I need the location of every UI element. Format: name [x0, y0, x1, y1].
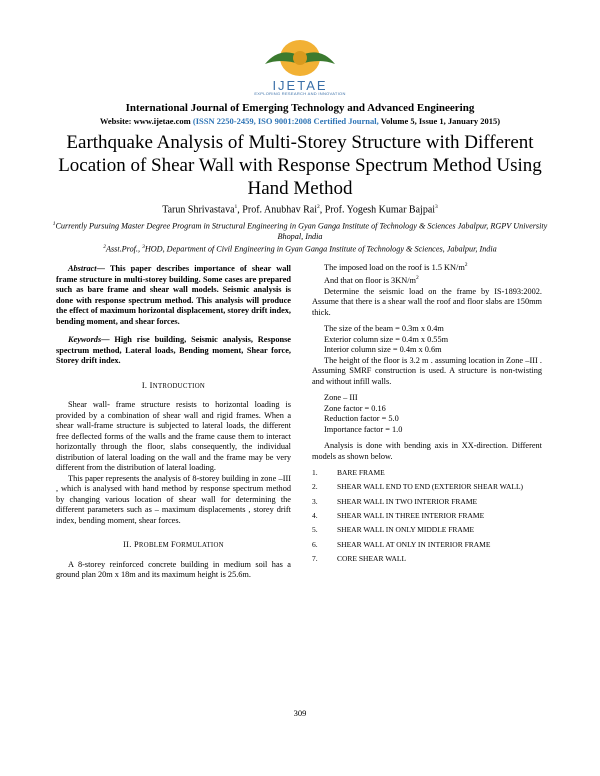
- website-prefix: Website: www.ijetae.com: [99, 116, 193, 126]
- section-heading-introduction: I. INTRODUCTION: [141, 380, 206, 390]
- author-1: Tarun Shrivastava: [162, 204, 235, 216]
- zone-text: Zone – III: [324, 393, 358, 403]
- affiliation-1: $^1$Currently Pursuing Master Degree Program in Structural Engineering in Gyan Ganga Institute of Technology & Sciences Jabalpur, RGPV University Bhopal, India: [52, 221, 548, 242]
- reduction-factor: Reduction factor = 5.0: [324, 414, 399, 424]
- interior-column-size: Interior column size = 0.4m x 0.6m: [324, 345, 442, 355]
- beam-size: The size of the beam = 0.3m x 0.4m: [324, 324, 444, 334]
- left-column: [56, 264, 291, 581]
- intro-paragraph-2: This paper represents the analysis of 8-storey building in zone –III , which is analysed with hand method by response spectrum method by changing various location of shear wall for determining the different parameters such as – maximum displacements , storey drift index, bending moment, shear forces.: [56, 473, 291, 525]
- models-list: [312, 468, 542, 564]
- journal-website-line: [0, 116, 600, 126]
- importance-factor: Importance factor = 1.0: [324, 424, 403, 434]
- floor-height-paragraph: The height of the floor is 3.2 m . assuming location in Zone –III . Assuming SMRF construction is used. A structure is non-twisting and without infill walls.: [312, 355, 542, 386]
- author-2: , Prof. Anubhav Rai: [237, 204, 318, 216]
- intro-paragraph-1: Shear wall- frame structure resists to horizontal loading is provided by a combination of shear wall and rigid frames. When a shear wall-frame structure is subjected to lateral loads, the different free deflected forms of the walls and the frame cause them to interact horizontally through the floor, slabs consequently, the individual distribution of lateral loading on the wall and the frame may be very different from the distribution of lateral loading.: [56, 400, 291, 472]
- floor-load-text: And that on floor is $3KN/m^2$: [324, 275, 419, 286]
- zone-factor: Zone factor = 0.16: [324, 403, 386, 413]
- logo-tagline: EXPLORING RESEARCH AND INNOVATION: [254, 91, 346, 96]
- abstract: Abstract— This paper describes importance of shear wall frame structure in multi-storey building. Some cases are prepared such as bare frame and shear wall models. Seismic analysis is done with response spectrum method. This analysis will produce the effect of maximum horizontal displacement, storey drift index, bending moment, and shear forces.: [56, 264, 291, 326]
- author-list: Tarun Shrivastava$^1$, Prof. Anubhav Rai$^2$, Prof. Yogesh Kumar Bajpai$^3$: [162, 204, 438, 216]
- section-heading-problem: II. PROBLEM FORMULATION: [123, 540, 224, 549]
- author-3: , Prof. Yogesh Kumar Bajpai: [319, 204, 436, 216]
- list-item: 7. CORE SHEAR WALL: [312, 553, 407, 563]
- list-item: 4. SHEAR WALL IN THREE INTERIOR FRAME: [312, 510, 485, 520]
- logo-text: IJETAE: [272, 78, 328, 93]
- paper-title: Earthquake Analysis of Multi-Storey Structure with Different Location of Shear Wall with Response Spectrum Method Using Hand Method: [58, 132, 542, 199]
- volume-text: Volume 5, Issue 1, January 2015): [378, 116, 501, 126]
- seismic-paragraph: Determine the seismic load on the frame by IS-1893:2002. Assume that there is a shear wall the roof and floor slabs are 150mm thick.: [312, 286, 542, 317]
- problem-paragraph: A 8-storey reinforced concrete building in medium soil has a ground plan 20m x 18m and its maximum height is 25.6m.: [56, 559, 291, 579]
- list-item: 5. SHEAR WALL IN ONLY MIDDLE FRAME: [312, 525, 475, 535]
- keywords: Keywords— High rise building, Seismic analysis, Response spectrum method, Lateral loads, Bending moment, Shear force, Storey drift index.: [56, 335, 291, 365]
- list-item: 1. BARE FRAME: [312, 468, 385, 478]
- issn-text: (ISSN 2250-2459, ISO 9001:2008 Certified Journal,: [192, 116, 379, 126]
- exterior-column-size: Exterior column size = 0.4m x 0.55m: [324, 334, 449, 344]
- journal-name: International Journal of Emerging Technology and Advanced Engineering: [125, 102, 475, 114]
- analysis-paragraph: Analysis is done with bending axis in XX-direction. Different models as shown below.: [312, 441, 542, 461]
- affiliation-2: $^2$Asst.Prof., $^3$HOD, Department of Civil Engineering in Gyan Ganga Institute of Technology & Sciences, Jabalpur, India: [103, 244, 497, 254]
- page-number: 309: [293, 708, 307, 718]
- right-column: [312, 260, 542, 568]
- list-item: 3. SHEAR WALL IN TWO INTERIOR FRAME: [312, 496, 478, 506]
- imposed-load-text: The imposed load on the roof is 1.5 $KN/m^2$: [324, 262, 468, 272]
- list-item: 6. SHEAR WALL AT ONLY IN INTERIOR FRAME: [312, 539, 491, 549]
- list-item: 2. SHEAR WALL END TO END (EXTERIOR SHEAR WALL): [312, 482, 524, 492]
